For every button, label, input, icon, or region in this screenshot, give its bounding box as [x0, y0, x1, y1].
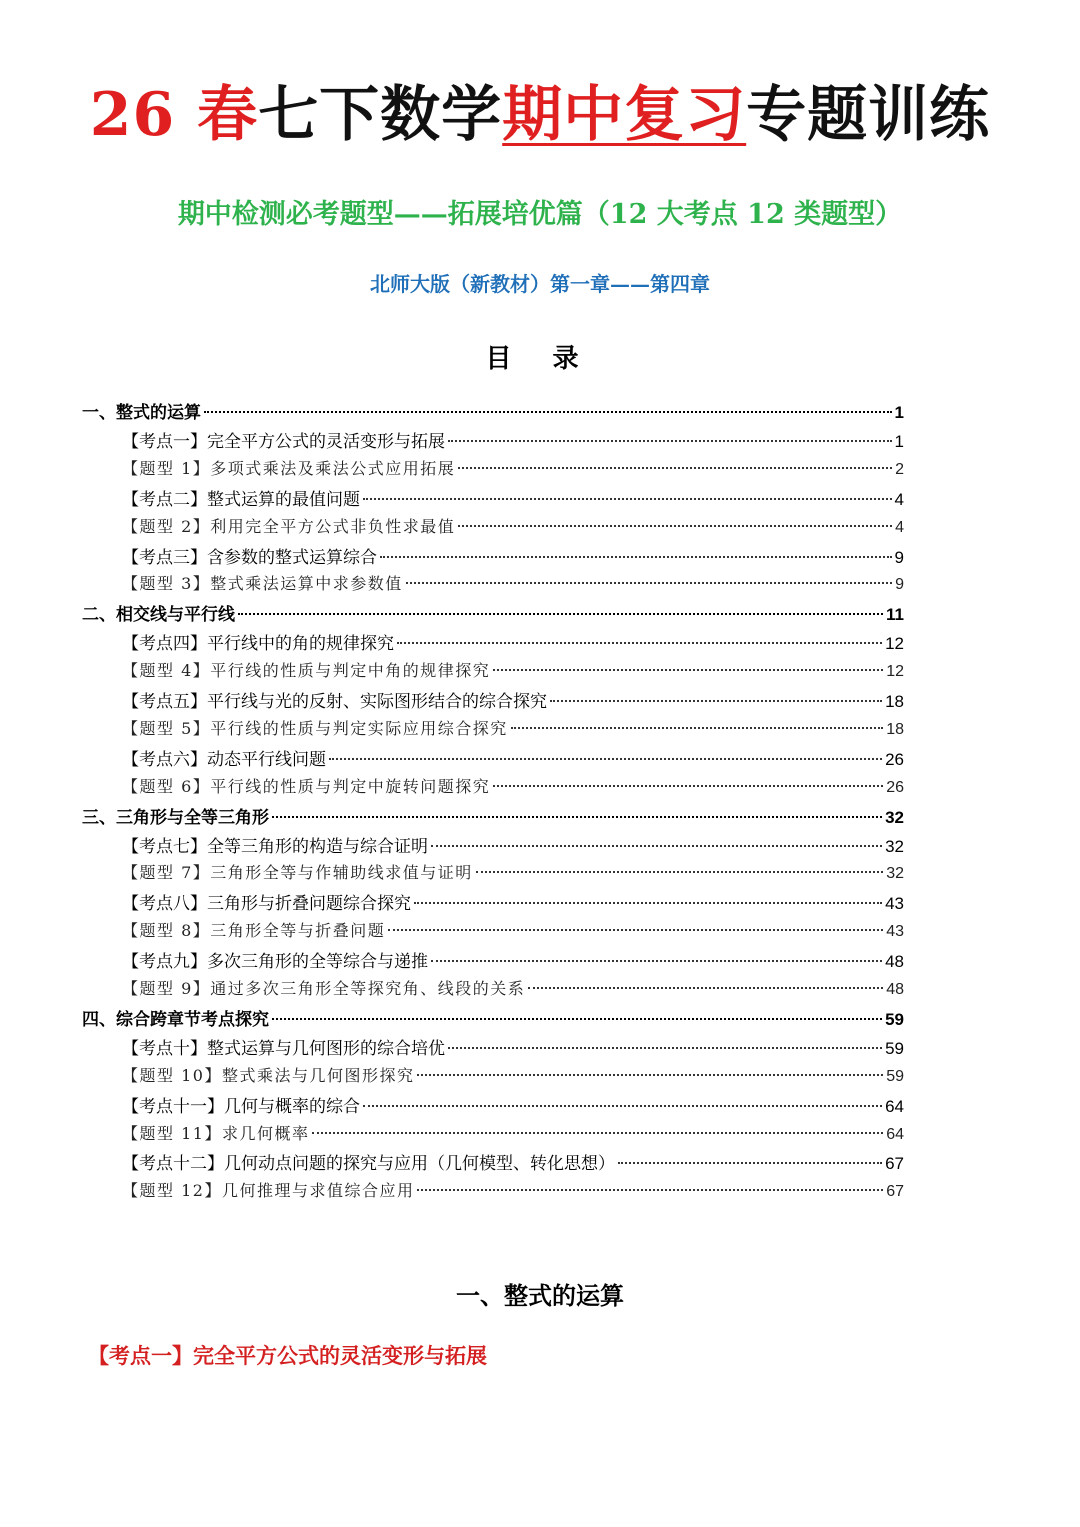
toc-leader-dots — [458, 525, 892, 527]
toc-page-number: 11 — [886, 605, 904, 625]
toc-leader-dots — [511, 727, 883, 729]
edition-label: 北师大版（新教材）第一章——第四章 — [370, 272, 710, 296]
title-highlight: 期中复习 — [502, 80, 747, 150]
toc-leader-dots — [448, 1047, 882, 1049]
toc-page-number: 1 — [894, 403, 904, 422]
toc-entry-label: 【题型 9】通过多次三角形全等探究角、线段的关系 — [122, 979, 526, 998]
toc-entry-label: 【考点十】整式运算与几何图形的综合培优 — [122, 1038, 445, 1059]
title-topic: 专题训练 — [746, 80, 991, 150]
toc-entry-label: 【考点八】三角形与折叠问题综合探究 — [122, 894, 411, 915]
toc-entry-label: 【题型 6】平行线的性质与判定中旋转问题探究 — [122, 776, 491, 796]
toc-leader-dots — [618, 1162, 882, 1164]
toc-leader-dots — [312, 1132, 883, 1134]
toc-page-number: 12 — [886, 663, 904, 681]
toc-point-entry[interactable] — [122, 427, 904, 455]
toc-page-number: 64 — [886, 1125, 904, 1143]
toc-chapter-entry[interactable] — [82, 803, 904, 831]
toc-leader-dots — [272, 816, 882, 818]
toc-page-number: 32 — [886, 865, 904, 883]
toc-entry-label: 【题型 8】三角形全等与折叠问题 — [122, 921, 386, 941]
toc-page-number: 26 — [885, 749, 904, 769]
title-year: 26 春 — [89, 80, 259, 150]
toc-page-number: 18 — [885, 692, 904, 711]
toc-entry-label: 【题型 7】三角形全等与作辅助线求值与证明 — [122, 863, 473, 883]
toc-page-number: 67 — [885, 1154, 904, 1174]
toc-point-entry[interactable] — [122, 1034, 904, 1062]
toc-entry-label: 【题型 3】整式乘法运算中求参数值 — [122, 574, 403, 594]
toc-page-number: 26 — [886, 778, 904, 796]
toc-leader-dots — [431, 960, 882, 962]
toc-page-number: 12 — [885, 634, 904, 654]
toc-leader-dots — [550, 700, 882, 702]
toc-entry-label: 【考点三】含参数的整式运算综合 — [122, 547, 377, 568]
toc-page-number: 67 — [886, 1183, 904, 1201]
toc-leader-dots — [417, 1074, 883, 1076]
toc-chapter-entry[interactable] — [82, 398, 904, 426]
toc-page-number: 9 — [894, 547, 904, 567]
toc-point-entry[interactable] — [122, 947, 904, 975]
toc-leader-dots — [493, 669, 883, 671]
toc-page-number: 4 — [895, 518, 904, 536]
toc-page-number: 43 — [886, 923, 904, 941]
toc-point-entry[interactable] — [122, 687, 904, 715]
point-heading: 【考点一】完全平方公式的灵活变形与拓展 — [88, 1343, 487, 1368]
toc-entry-label: 【题型 4】平行线的性质与判定中角的规律探究 — [122, 661, 491, 681]
toc-point-entry[interactable] — [122, 889, 904, 917]
toc-entry-label: 【题型 1】多项式乘法及乘法公式应用拓展 — [122, 458, 456, 478]
toc-type-entry[interactable] — [122, 1178, 904, 1206]
toc-point-entry[interactable] — [122, 832, 904, 860]
section-heading: 一、整式的运算 — [456, 1281, 624, 1310]
toc-leader-dots — [397, 642, 882, 644]
toc-page-number: 32 — [885, 836, 904, 856]
toc-page-number: 1 — [894, 431, 904, 451]
toc-leader-dots — [528, 987, 883, 989]
toc-leader-dots — [417, 1189, 883, 1191]
toc-page-number: 9 — [895, 576, 904, 594]
toc-page-number: 64 — [885, 1096, 904, 1116]
toc-leader-dots — [388, 929, 883, 931]
toc-point-entry[interactable] — [122, 745, 904, 773]
toc-entry-label: 【题型 5】平行线的性质与判定实际应用综合探究 — [122, 718, 508, 738]
toc-entry-label: 【考点九】多次三角形的全等综合与递推 — [122, 952, 428, 973]
toc-leader-dots — [458, 467, 892, 469]
toc-leader-dots — [329, 758, 882, 760]
toc-type-entry[interactable] — [122, 860, 904, 888]
toc-leader-dots — [380, 556, 892, 558]
toc-entry-label: 【考点七】全等三角形的构造与综合证明 — [122, 836, 428, 857]
toc-entry-label: 二、相交线与平行线 — [82, 605, 235, 625]
document-subtitle: 期中检测必考题型——拓展培优篇（12 大考点 12 类题型） — [177, 199, 903, 230]
toc-point-entry[interactable] — [122, 543, 904, 571]
toc-entry-label: 【考点十一】几何与概率的综合 — [122, 1096, 360, 1117]
toc-entry-label: 【考点二】整式运算的最值问题 — [122, 489, 360, 510]
toc-heading: 目 录 — [485, 344, 595, 374]
toc-type-entry[interactable] — [122, 456, 904, 484]
toc-entry-label: 【考点十二】几何动点问题的探究与应用（几何模型、转化思想） — [122, 1154, 615, 1175]
toc-entry-label: 【考点五】平行线与光的反射、实际图形结合的综合探究 — [122, 692, 547, 712]
toc-page-number: 18 — [886, 720, 904, 738]
toc-type-entry[interactable] — [122, 976, 904, 1004]
toc-point-entry[interactable] — [122, 1149, 904, 1177]
toc-page-number: 59 — [885, 1038, 904, 1058]
toc-page-number: 32 — [885, 807, 904, 827]
toc-type-entry[interactable] — [122, 1121, 904, 1149]
toc-chapter-entry[interactable] — [82, 600, 904, 628]
toc-leader-dots — [238, 613, 883, 615]
toc-page-number: 4 — [894, 489, 904, 509]
toc-entry-label: 【考点六】动态平行线问题 — [122, 749, 326, 770]
toc-leader-dots — [414, 902, 882, 904]
toc-point-entry[interactable] — [122, 1092, 904, 1120]
toc-entry-label: 三、三角形与全等三角形 — [82, 807, 269, 827]
toc-type-entry[interactable] — [122, 774, 904, 802]
toc-entry-label: 【题型 10】整式乘法与几何图形探究 — [122, 1065, 415, 1085]
toc-entry-label: 【题型 12】几何推理与求值综合应用 — [122, 1181, 415, 1201]
toc-leader-dots — [272, 1018, 882, 1020]
toc-type-entry[interactable] — [122, 716, 904, 744]
toc-leader-dots — [406, 582, 892, 584]
toc-entry-label: 【考点四】平行线中的角的规律探究 — [122, 634, 394, 655]
toc-type-entry[interactable] — [122, 571, 904, 599]
toc-page-number: 59 — [885, 1009, 904, 1029]
toc-entry-label: 【考点一】完全平方公式的灵活变形与拓展 — [122, 431, 445, 452]
toc-page-number: 48 — [885, 952, 904, 972]
toc-type-entry[interactable] — [122, 1063, 904, 1091]
toc-chapter-entry[interactable] — [82, 1005, 904, 1033]
toc-leader-dots — [493, 785, 883, 787]
toc-leader-dots — [204, 411, 892, 413]
toc-leader-dots — [431, 845, 882, 847]
title-grade: 七下数学 — [258, 80, 503, 150]
toc-leader-dots — [448, 440, 892, 442]
toc-page-number: 43 — [885, 894, 904, 914]
toc-point-entry[interactable] — [122, 629, 904, 657]
document-title — [0, 78, 1080, 152]
toc-type-entry[interactable] — [122, 514, 904, 542]
toc-leader-dots — [476, 871, 883, 873]
toc-point-entry[interactable] — [122, 485, 904, 513]
toc-type-entry[interactable] — [122, 658, 904, 686]
toc-page-number: 59 — [886, 1067, 904, 1085]
toc-entry-label: 【题型 2】利用完全平方公式非负性求最值 — [122, 516, 456, 536]
toc-page-number: 48 — [886, 981, 904, 998]
toc-leader-dots — [363, 1105, 882, 1107]
toc-entry-label: 四、综合跨章节考点探究 — [82, 1009, 269, 1029]
toc-type-entry[interactable] — [122, 918, 904, 946]
toc-entry-label: 一、整式的运算 — [82, 403, 201, 422]
toc-leader-dots — [363, 498, 892, 500]
toc-entry-label: 【题型 11】求几何概率 — [122, 1123, 310, 1143]
toc-page-number: 2 — [895, 460, 904, 478]
